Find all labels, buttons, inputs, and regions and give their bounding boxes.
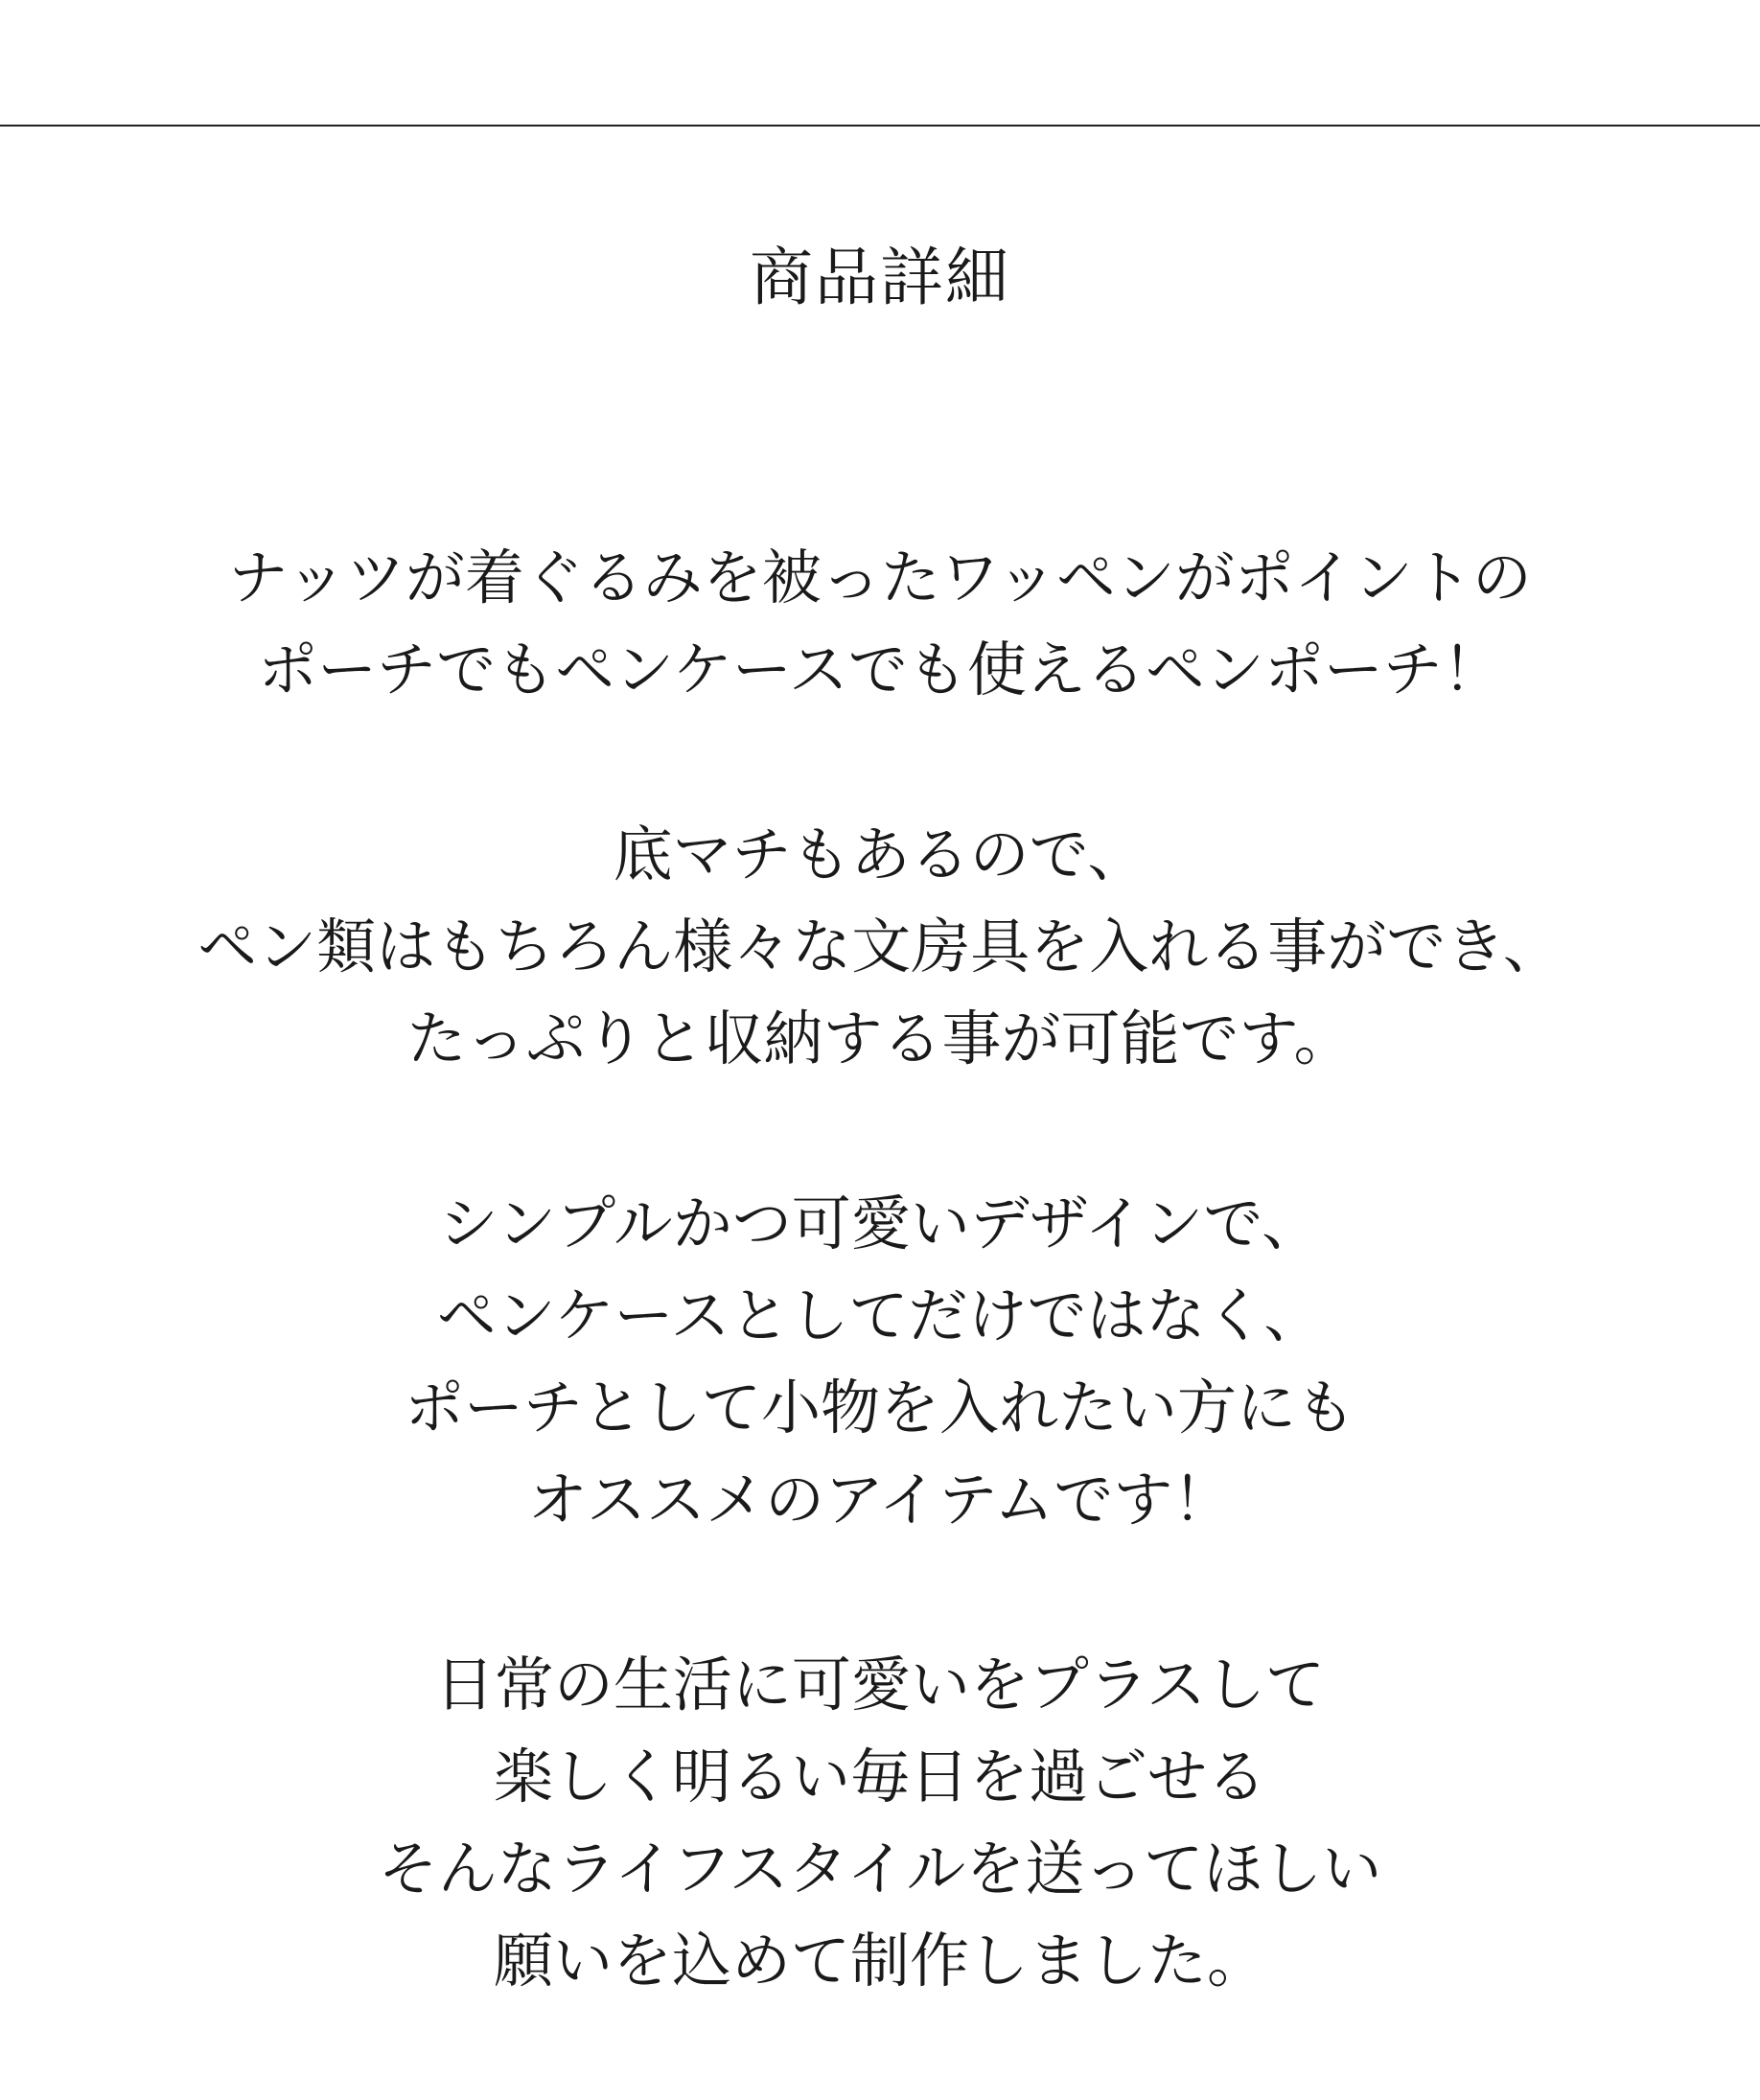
description-line: ペン類はもちろん様々な文房具を入れる事ができ、 bbox=[197, 912, 1563, 981]
description-paragraph-lifestyle bbox=[0, 1639, 1760, 2007]
description-line: オススメのアイテムです！ bbox=[527, 1465, 1233, 1535]
product-description bbox=[0, 532, 1760, 2100]
section-title: 商品詳細 bbox=[750, 241, 1010, 314]
description-line: ペンケースとしてだけではなく、 bbox=[436, 1281, 1324, 1350]
description-paragraph-intro bbox=[0, 532, 1760, 716]
description-paragraph-capacity bbox=[0, 809, 1760, 1085]
description-line: シンプルかつ可愛いデザインで、 bbox=[438, 1188, 1322, 1258]
top-divider bbox=[0, 125, 1760, 127]
description-line: ポーチとして小物を入れたい方にも bbox=[404, 1373, 1355, 1442]
description-line: ポーチでもペンケースでも使えるペンポーチ！ bbox=[258, 635, 1502, 704]
description-line: そんなライフスタイルを送ってほしい bbox=[378, 1834, 1382, 1904]
description-line: 底マチもあるので、 bbox=[613, 819, 1147, 889]
description-line: 楽しく明るい毎日を過ごせる bbox=[493, 1742, 1266, 1812]
description-paragraph-design bbox=[0, 1178, 1760, 1546]
description-line: 願いを込めて制作しました。 bbox=[493, 1926, 1266, 1996]
description-line: たっぷりと収納する事が可能です。 bbox=[406, 1004, 1354, 1073]
description-line: 日常の生活に可愛いをプラスして bbox=[434, 1650, 1326, 1719]
description-line: ナッツが着ぐるみを被ったワッペンがポイントの bbox=[228, 542, 1532, 612]
